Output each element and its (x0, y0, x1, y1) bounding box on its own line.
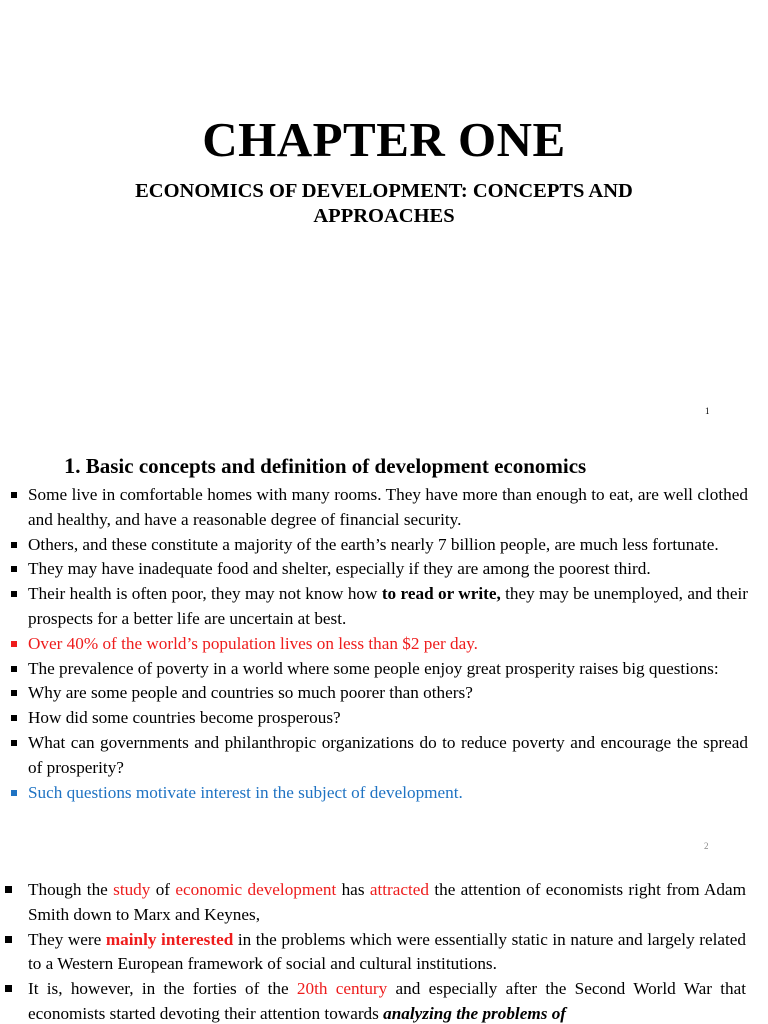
list-item: They may have inadequate food and shelter, especially if they are among the poorest third. (11, 557, 748, 582)
bullet-icon (5, 936, 12, 943)
bullet-icon (11, 690, 17, 696)
list-item-highlight: Over 40% of the world’s population lives on less than $2 per day. (11, 632, 748, 657)
list-item: Though the study of economic development has attracted the attention of economists right from Adam Smith down to Marx and Keynes, (5, 878, 746, 928)
emphasis-text: analyzing the problems of (383, 1003, 567, 1023)
list-item: How did some countries become prosperous? (11, 706, 748, 731)
chapter-title: CHAPTER ONE (202, 112, 566, 167)
bullet-icon (11, 566, 17, 572)
list-item: What can governments and philanthropic organizations do to reduce poverty and encourage the spread of prosperity? (11, 731, 748, 781)
bullet-icon (5, 886, 12, 893)
bullet-icon (11, 641, 17, 647)
list-item: Their health is often poor, they may not know how to read or write, they may be unemployed, and their prospects for a better life are uncertain at best. (11, 582, 748, 632)
bullet-icon (11, 790, 17, 796)
list-item: Why are some people and countries so much poorer than others? (11, 681, 748, 706)
bullet-icon (11, 740, 17, 746)
bullet-icon (5, 985, 12, 992)
history-slide (0, 860, 768, 1024)
section-heading-number: 1 (64, 453, 76, 478)
chapter-subtitle: ECONOMICS OF DEVELOPMENT: CONCEPTS AND APPROACHES (135, 180, 633, 227)
bullet-icon (11, 715, 17, 721)
bullet-icon (11, 666, 17, 672)
bullet-list (5, 878, 746, 1024)
list-item: The prevalence of poverty in a world where some people enjoy great prosperity raises big questions: (11, 657, 748, 682)
list-item: Some live in comfortable homes with many rooms. They have more than enough to eat, are well clothed and healthy, and have a reasonable degree of financial security. (11, 483, 748, 533)
title-slide (0, 0, 768, 432)
bullet-list (11, 483, 748, 805)
section-heading (64, 453, 586, 479)
list-item: They were mainly interested in the problems which were essentially static in nature and largely related to a Western European framework of social and cultural institutions. (5, 928, 746, 978)
concepts-slide (0, 432, 768, 860)
bullet-icon (11, 542, 17, 548)
section-heading-text: . Basic concepts and definition of development economics (75, 454, 587, 478)
bullet-icon (11, 591, 17, 597)
emphasis-text: to read or write, (381, 584, 501, 604)
emphasis-text: mainly interested (105, 929, 234, 949)
list-item-highlight: Such questions motivate interest in the subject of development. (11, 781, 748, 806)
list-item: Others, and these constitute a majority of the earth’s nearly 7 billion people, are much less fortunate. (11, 533, 748, 558)
page-number: 1 (705, 406, 710, 416)
list-item: It is, however, in the forties of the 20th century and especially after the Second World War that economists started devoting their attention towards analyzing the problems of (5, 977, 746, 1024)
page-number: 2 (704, 841, 709, 851)
bullet-icon (11, 492, 17, 498)
